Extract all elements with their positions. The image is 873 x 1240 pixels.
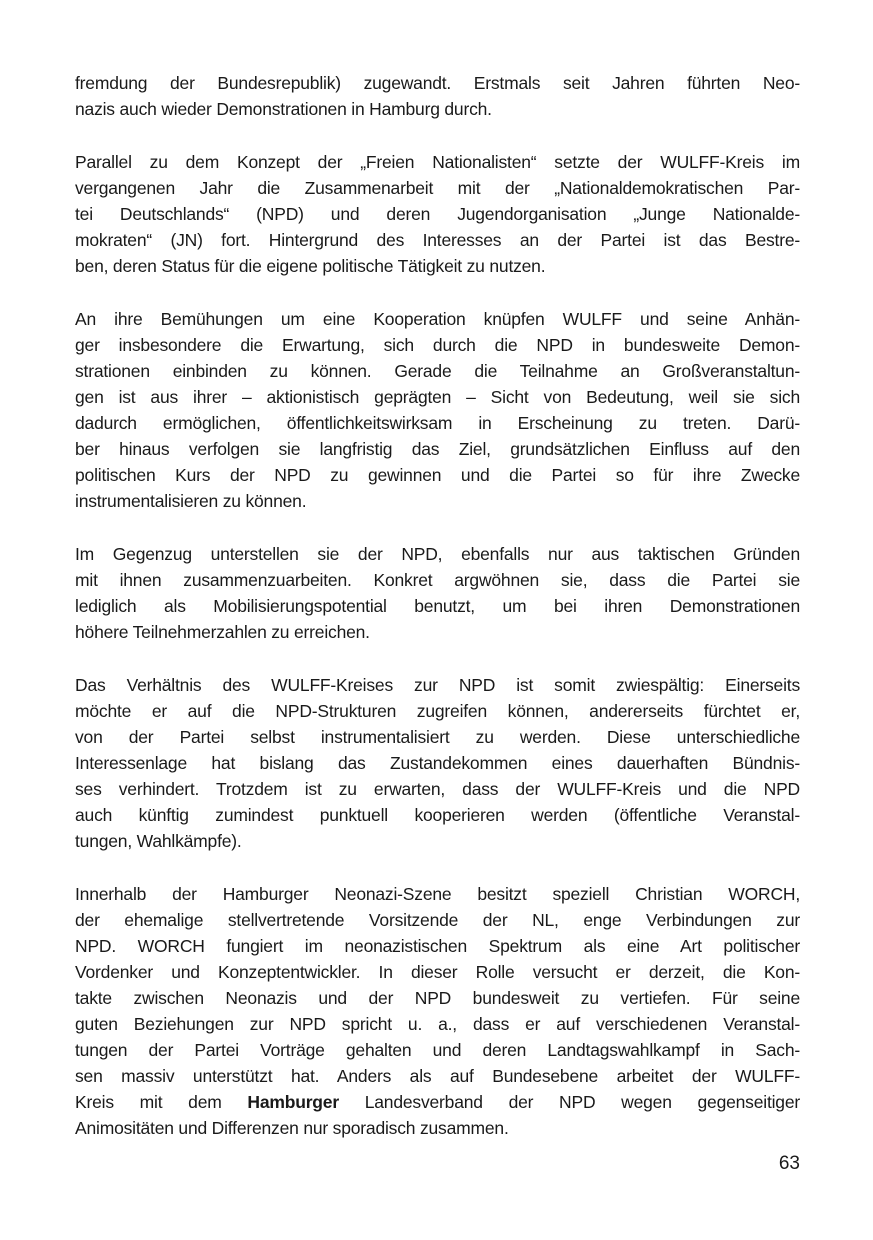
text-line: ber hinaus verfolgen sie langfristig das Ziel, grundsätzlichen Einfluss auf den: [75, 439, 800, 459]
text-line: instrumentalisieren zu können.: [75, 491, 307, 511]
text-line: lediglich als Mobilisierungspotential benutzt, um bei ihren Demonstrationen: [75, 596, 800, 616]
text-line: Im Gegenzug unterstellen sie der NPD, ebenfalls nur aus taktischen Gründen: [75, 544, 800, 564]
text-line: mokraten“ (JN) fort. Hintergrund des Interesses an der Partei ist das Bestre-: [75, 230, 800, 250]
text-line: sen massiv unterstützt hat. Anders als auf Bundesebene arbeitet der WULFF-: [75, 1066, 800, 1086]
text-line: gen ist aus ihrer – aktionistisch geprägten – Sicht von Bedeutung, weil sie sich: [75, 387, 800, 407]
body-text: [75, 70, 800, 1141]
text-line: mit ihnen zusammenzuarbeiten. Konkret argwöhnen sie, dass die Partei sie: [75, 570, 800, 590]
text-line: nazis auch wieder Demonstrationen in Hamburg durch.: [75, 99, 492, 119]
text-line: An ihre Bemühungen um eine Kooperation knüpfen WULFF und seine Anhän-: [75, 309, 800, 329]
text-line: tungen, Wahlkämpfe).: [75, 831, 242, 851]
text-line: ger insbesondere die Erwartung, sich durch die NPD in bundesweite Demon-: [75, 335, 800, 355]
text-line: ses verhindert. Trotzdem ist zu erwarten, dass der WULFF-Kreis und die NPD: [75, 779, 800, 799]
text-line: Parallel zu dem Konzept der „Freien Nationalisten“ setzte der WULFF-Kreis im: [75, 152, 800, 172]
text-line: strationen einbinden zu können. Gerade die Teilnahme an Großveranstaltun-: [75, 361, 800, 381]
text-line: Interessenlage hat bislang das Zustandekommen eines dauerhaften Bündnis-: [75, 753, 800, 773]
text-line: Das Verhältnis des WULFF-Kreises zur NPD ist somit zwiespältig: Einerseits: [75, 675, 800, 695]
text-line: Animositäten und Differenzen nur sporadisch zusammen.: [75, 1118, 509, 1138]
text-line: tungen der Partei Vorträge gehalten und deren Landtagswahlkampf in Sach-: [75, 1040, 800, 1060]
paragraph: [75, 672, 800, 854]
text-line: Vordenker und Konzeptentwickler. In dieser Rolle versucht er derzeit, die Kon-: [75, 962, 800, 982]
text-line: politischen Kurs der NPD zu gewinnen und die Partei so für ihre Zwecke: [75, 465, 800, 485]
text-line: takte zwischen Neonazis und der NPD bundesweit zu vertiefen. Für seine: [75, 988, 800, 1008]
paragraph: [75, 541, 800, 645]
text-line: vergangenen Jahr die Zusammenarbeit mit der „Nationaldemokratischen Par-: [75, 178, 800, 198]
paragraph: [75, 149, 800, 279]
text-line: ben, deren Status für die eigene politische Tätigkeit zu nutzen.: [75, 256, 546, 276]
text-line: Kreis mit dem Hamburger Landesverband der NPD wegen gegenseitiger: [75, 1092, 801, 1112]
paragraph: [75, 306, 800, 514]
text-line: dadurch ermöglichen, öffentlichkeitswirksam in Erscheinung zu treten. Darü-: [75, 413, 800, 433]
text-line: höhere Teilnehmerzahlen zu erreichen.: [75, 622, 370, 642]
text-line: tei Deutschlands“ (NPD) und deren Jugendorganisation „Junge Nationalde-: [75, 204, 800, 224]
text-line: NPD. WORCH fungiert im neonazistischen Spektrum als eine Art politischer: [75, 936, 800, 956]
text-line: der ehemalige stellvertretende Vorsitzende der NL, enge Verbindungen zur: [75, 910, 800, 930]
page-number: 63: [778, 1153, 800, 1174]
text-line: fremdung der Bundesrepublik) zugewandt. Erstmals seit Jahren führten Neo-: [75, 73, 800, 93]
text-line: möchte er auf die NPD-Strukturen zugreifen können, andererseits fürchtet er,: [75, 701, 800, 721]
text-line: von der Partei selbst instrumentalisiert zu werden. Diese unterschiedliche: [75, 727, 800, 747]
paragraph: [75, 70, 800, 122]
text-line: Innerhalb der Hamburger Neonazi-Szene besitzt speziell Christian WORCH,: [75, 884, 800, 904]
text-line: auch künftig zumindest punktuell kooperieren werden (öffentliche Veranstal-: [75, 805, 800, 825]
paragraph: [75, 881, 800, 1141]
text-line: guten Beziehungen zur NPD spricht u. a., dass er auf verschiedenen Veranstal-: [75, 1014, 800, 1034]
